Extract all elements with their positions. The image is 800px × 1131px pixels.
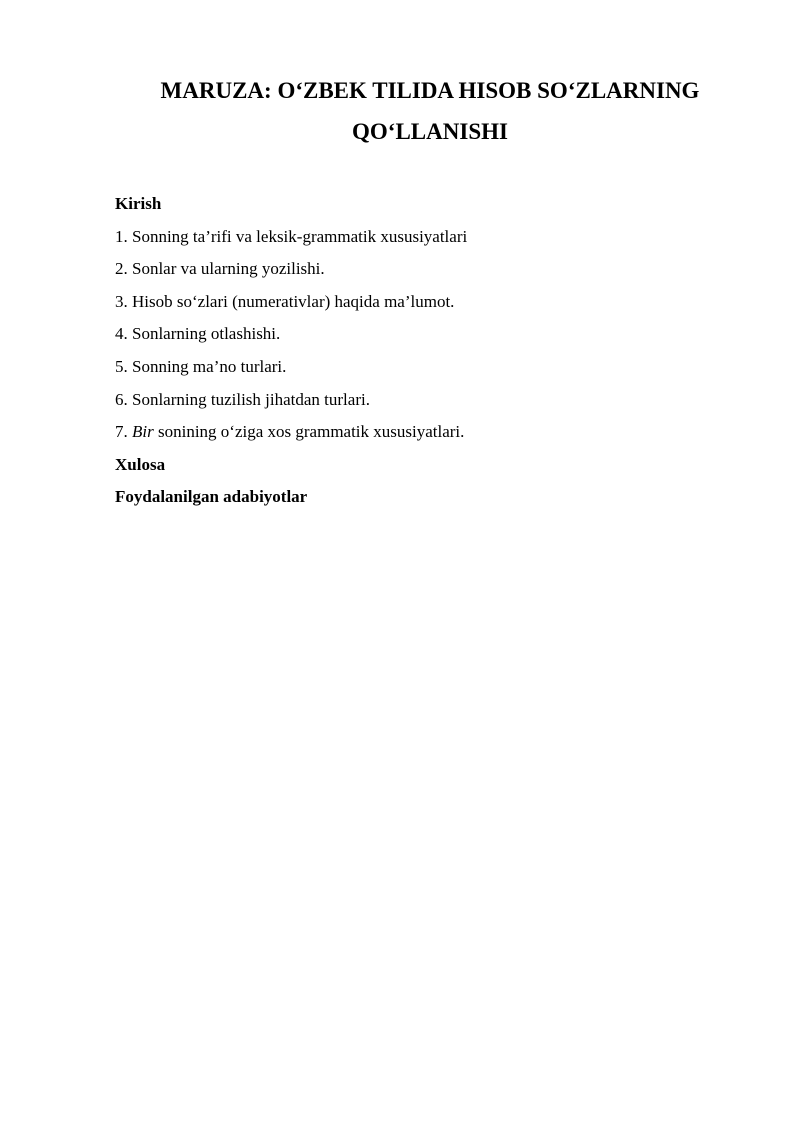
- toc-item-6: 6. Sonlarning tuzilish jihatdan turlari.: [115, 389, 370, 409]
- toc-item-1: 1. Sonning ta’rifi va leksik-grammatik xususiyatlari: [115, 226, 468, 246]
- toc-item-3: 3. Hisob so‘zlari (numerativlar) haqida ma’lumot.: [115, 291, 455, 311]
- section-references: Foydalanilgan adabiyotlar: [115, 487, 308, 507]
- section-conclusion: Xulosa: [115, 454, 166, 474]
- document-title-line-2: QO‘LLANISHI: [352, 119, 508, 144]
- toc-item-7-text: sonining o‘ziga xos grammatik xususiyatlari.: [153, 422, 465, 442]
- toc-item-5: 5. Sonning ma’no turlari.: [115, 356, 287, 376]
- table-of-contents: [115, 188, 755, 514]
- toc-item-7: [115, 416, 755, 449]
- toc-item-4: 4. Sonlarning otlashishi.: [115, 324, 281, 344]
- toc-item-7-italic-word: Bir: [132, 422, 154, 442]
- document-title-line-1: MARUZA: O‘ZBEK TILIDA HISOB SO‘ZLARNING: [160, 78, 700, 103]
- section-intro: Kirish: [115, 194, 162, 213]
- toc-item-7-number: 7.: [115, 422, 132, 442]
- toc-item-2: 2. Sonlar va ularning yozilishi.: [115, 259, 325, 279]
